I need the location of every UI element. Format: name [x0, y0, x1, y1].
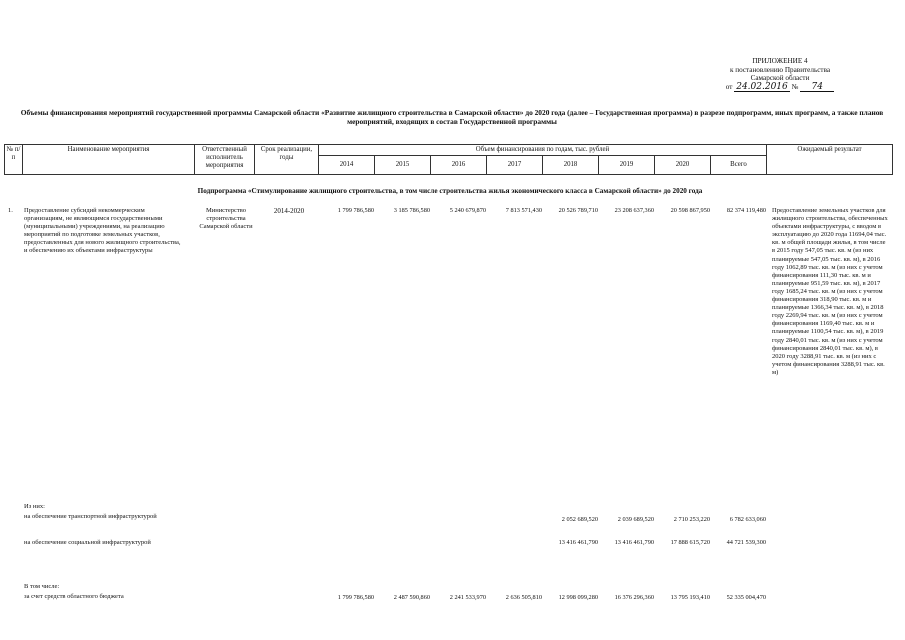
row-1-executor: Министерство строительства Самарской области: [199, 207, 253, 231]
transport-value-total: 6 782 633,060: [729, 516, 766, 523]
annex-date-line: [705, 83, 855, 93]
annex-title: ПРИЛОЖЕНИЕ 4: [752, 57, 808, 65]
annex-date-prefix: от: [725, 82, 733, 91]
social-value-total: 44 721 539,300: [726, 539, 766, 546]
header-total: Всего: [711, 156, 767, 175]
document-title: Объемы финансирования мероприятий государственной программы Самарской области «Развитие жилищного строительства в Самарской области» до 2020 года (далее – Государственная программа) в разрезе подпрограмм, иных программ, а также планов мероприятий, входящих в состав Государственной программы: [20, 108, 884, 127]
transport-value-2020: 2 710 253,220: [673, 516, 710, 523]
regional-value-2020: 13 795 193,410: [670, 594, 710, 601]
row-1-value-2019: 23 208 637,360: [614, 207, 654, 214]
of-them-label: Из них:: [24, 503, 45, 510]
social-value-2018: 13 416 461,790: [558, 539, 598, 546]
row-1-period: 2014-2020: [273, 207, 305, 215]
header-year-2018: 2018: [543, 156, 599, 175]
row-1-value-2014: 1 799 786,580: [337, 207, 374, 214]
social-label: на обеспечение социальной инфраструктурой: [24, 539, 151, 546]
regional-value-2014: 1 799 786,580: [337, 594, 374, 601]
header-year-2019: 2019: [599, 156, 655, 175]
including-label: В том числе:: [24, 583, 60, 590]
row-1-value-2020: 20 598 867,950: [670, 207, 710, 214]
header-year-2014: 2014: [319, 156, 375, 175]
transport-value-2018: 2 052 689,520: [561, 516, 598, 523]
regional-label: за счет средств областного бюджета: [24, 593, 124, 600]
regional-value-2019: 16 376 296,360: [614, 594, 654, 601]
row-1-name: Предоставление субсидий некоммерческим организациям, не являющимся государственными (муниципальными) учреждениями, на реализацию мероприятий по подготовке земельных участков, предоставленных для нового жилищного строительства, и обеспечению их объектами инфраструктуры: [24, 207, 181, 255]
annex-number-prefix: №: [791, 82, 799, 91]
header-executor: Ответственный исполнитель мероприятия: [195, 145, 255, 175]
regional-value-2017: 2 636 505,810: [505, 594, 542, 601]
regional-value-total: 52 335 004,470: [726, 594, 766, 601]
annex-number: 74: [800, 83, 834, 93]
row-1-value-2018: 20 526 789,710: [558, 207, 598, 214]
row-1-value-2015: 3 185 786,580: [393, 207, 430, 214]
regional-value-2016: 2 241 533,970: [449, 594, 486, 601]
row-1-number: 1.: [8, 207, 13, 214]
header-number: № п/п: [5, 145, 23, 175]
table-header: [4, 144, 893, 175]
header-name: Наименование мероприятия: [23, 145, 195, 175]
header-year-2017: 2017: [487, 156, 543, 175]
row-1-value-2016: 5 240 679,870: [449, 207, 486, 214]
social-value-2019: 13 416 461,790: [614, 539, 654, 546]
social-value-2020: 17 888 615,720: [670, 539, 710, 546]
regional-value-2015: 2 487 590,860: [393, 594, 430, 601]
annex-date: 24.02.2016: [736, 81, 788, 92]
transport-label: на обеспечение транспортной инфраструктурой: [24, 513, 157, 520]
header-result: Ожидаемый результат: [767, 145, 893, 175]
header-period: Срок реализации, годы: [255, 145, 319, 175]
annex-line-1: к постановлению Правительства: [729, 65, 831, 74]
header-financing: Объем финансирования по годам, тыс. рублей: [319, 145, 767, 156]
row-1-value-total: 82 374 119,480: [726, 207, 766, 214]
header-year-2015: 2015: [375, 156, 431, 175]
row-1-result: Предоставление земельных участков для жилищного строительства, обеспеченных объектами инфраструктуры, с вводом в эксплуатацию до 2020 года 11694,04 тыс. кв. м общей площади жилья, в том числе в 2015 году 547,05 тыс. кв. м (из них планируемые 547,05 тыс. кв. м), в 2016 году 1062,89 тыс. кв. м (из них с учетом финансирования 111,30 тыс. кв. м и планируемые 951,59 тыс. кв. м), в 2017 году 1685,24 тыс. кв. м (из них с учетом финансирования 318,90 тыс. кв. м и планируемые 1366,34 тыс. кв. м), в 2018 году 2269,94 тыс. кв. м (из них с учетом финансирования 1169,40 тыс. кв. м и планируемые 1100,54 тыс. кв. м), в 2019 году 2840,01 тыс. кв. м (из них с учетом финансирования 2840,01 тыс. кв. м), в 2020 году 3288,91 тыс. кв. м (из них с учетом финансирования 3288,91 тыс. кв. м): [772, 207, 888, 376]
subprogram-title: Подпрограмма «Стимулирование жилищного строительства, в том числе строительства жилья экономического класса в Самарской области» до 2020 года: [197, 187, 703, 195]
transport-value-2019: 2 039 689,520: [617, 516, 654, 523]
annex-block: [705, 57, 855, 92]
regional-value-2018: 12 998 099,280: [558, 594, 598, 601]
header-year-2016: 2016: [431, 156, 487, 175]
header-year-2020: 2020: [655, 156, 711, 175]
annex-line-2: Самарской области: [750, 74, 810, 83]
row-1-value-2017: 7 813 571,430: [505, 207, 542, 214]
